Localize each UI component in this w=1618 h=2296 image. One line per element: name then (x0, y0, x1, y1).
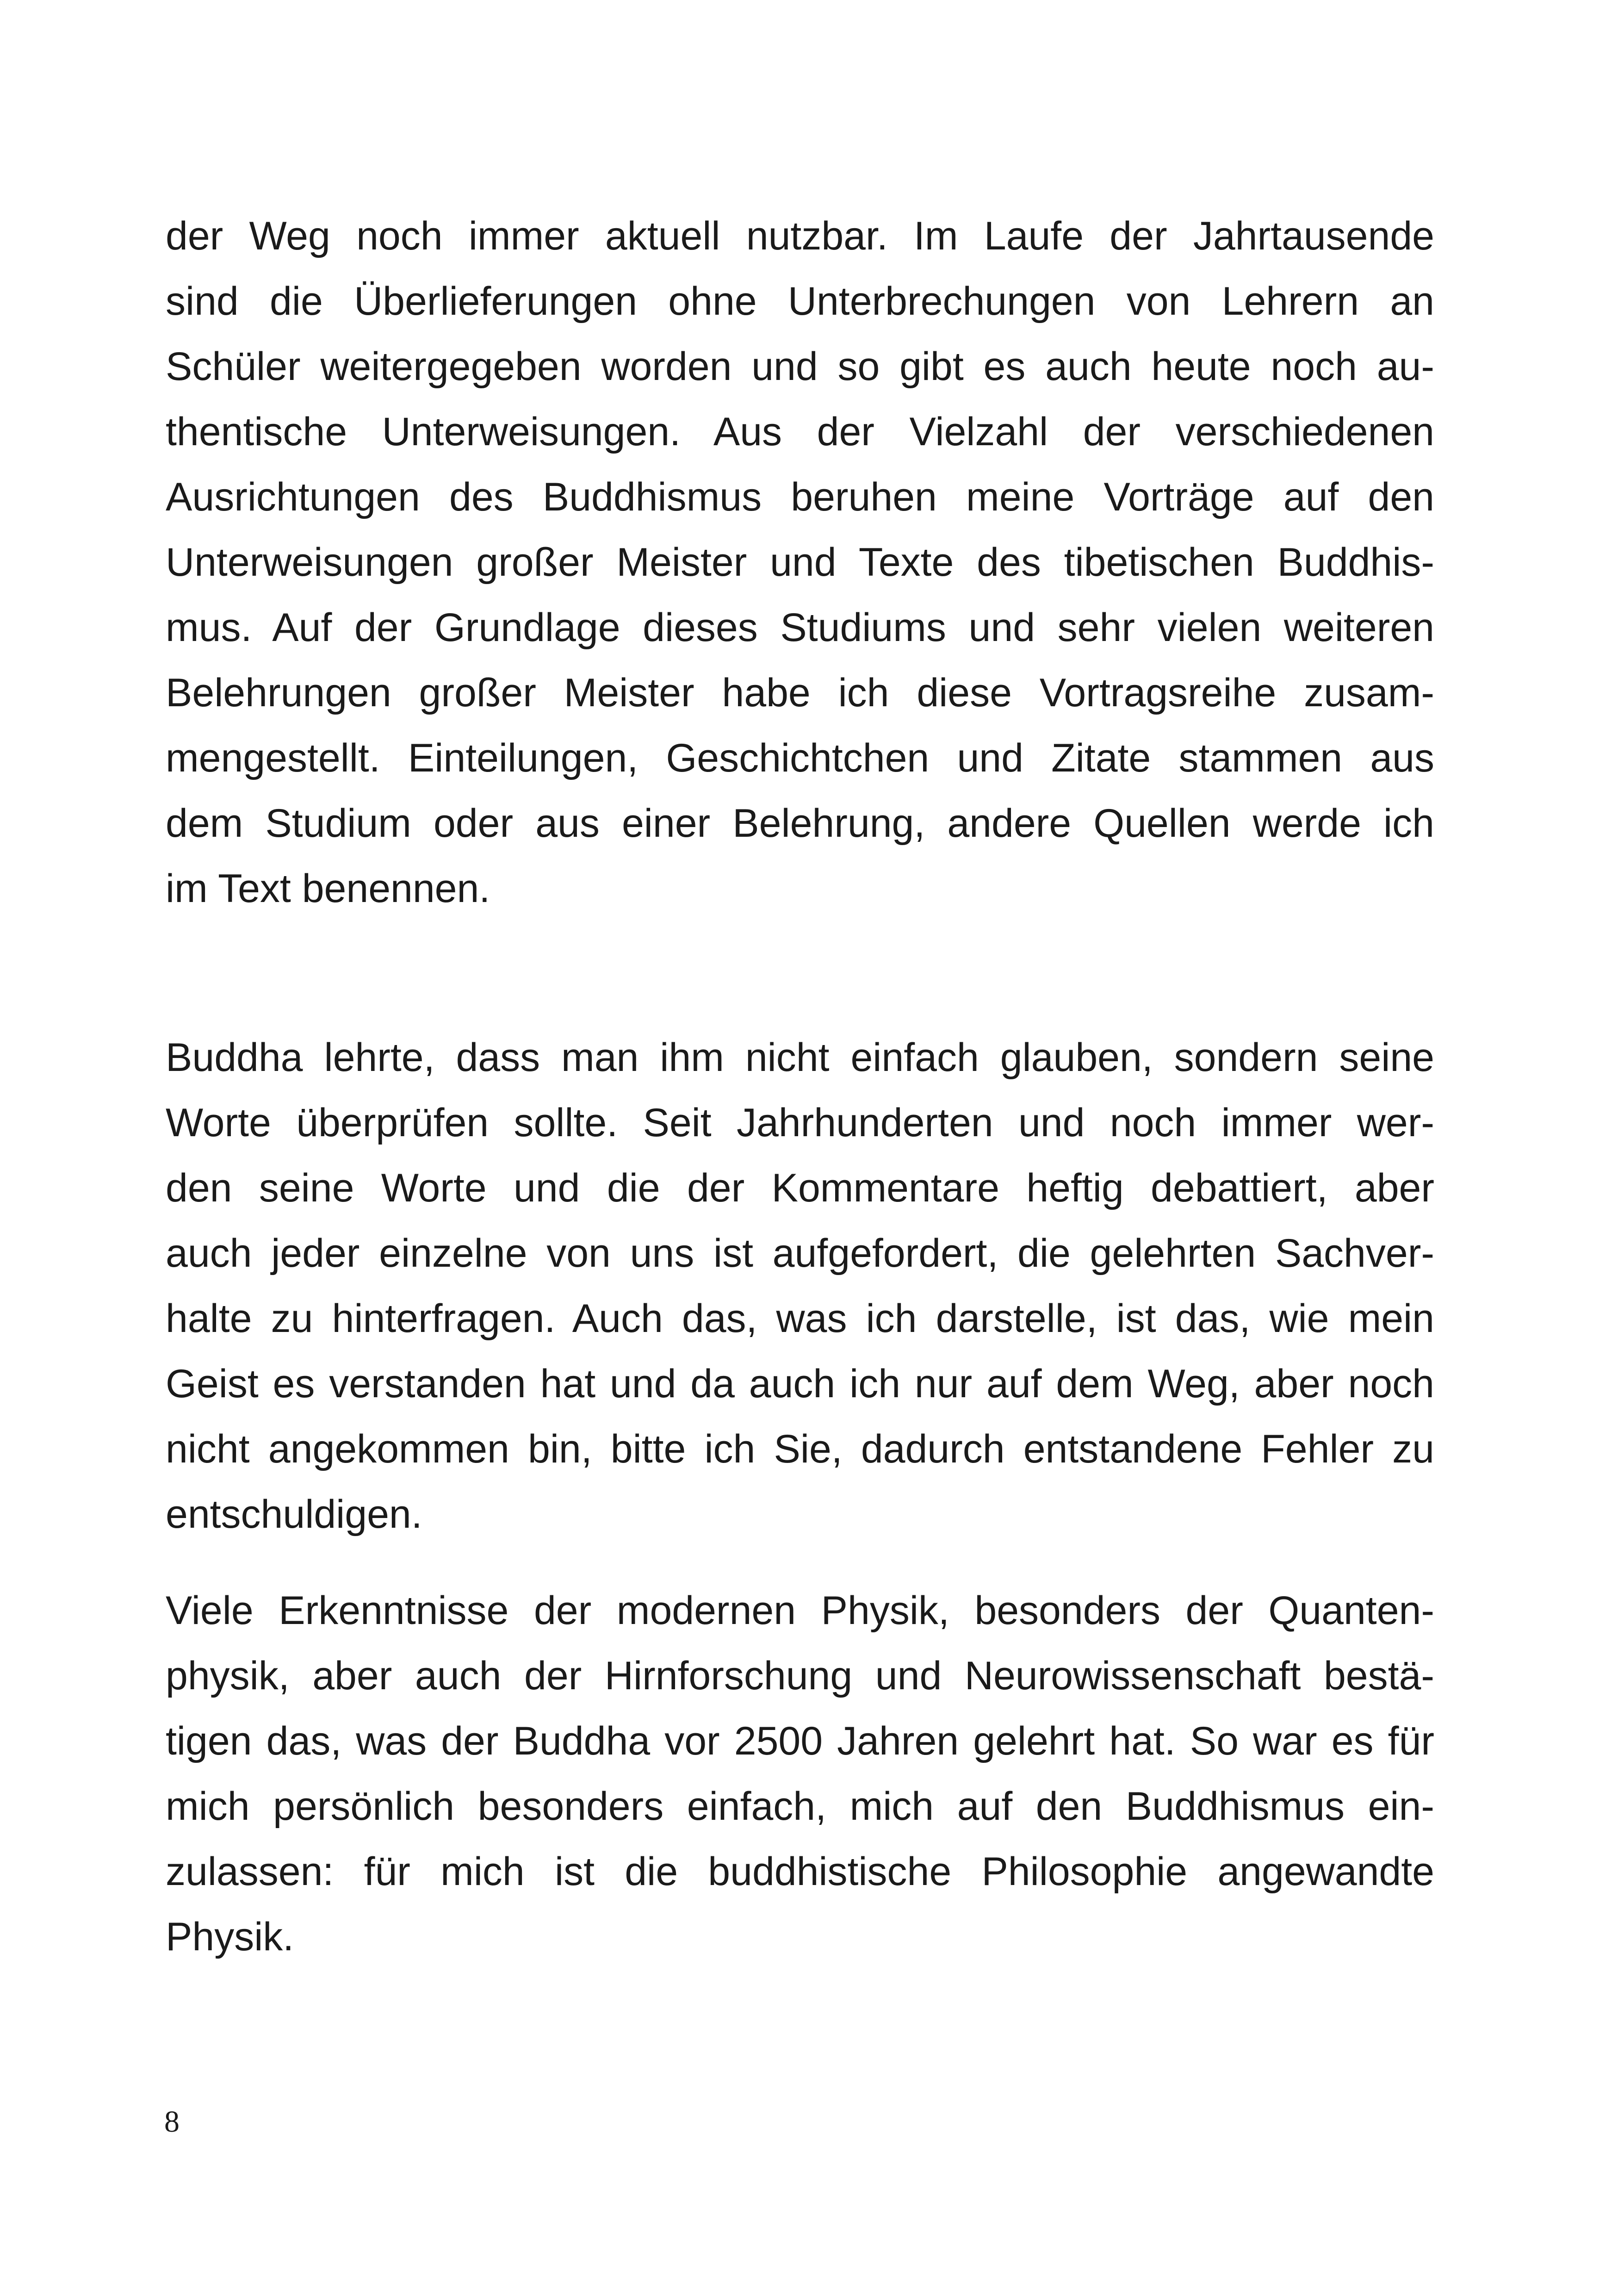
text-line: Unterweisungen großer Meister und Texte des tibetischen Buddhis- (166, 540, 1434, 585)
text-line: halte zu hinterfragen. Auch das, was ich darstelle, ist das, wie mein (166, 1296, 1434, 1341)
text-line: sind die Überlieferungen ohne Unterbrechungen von Lehrern an (166, 279, 1434, 324)
text-line: entschuldigen. (166, 1492, 422, 1537)
text-line: Schüler weitergegeben worden und so gibt es auch heute noch au- (166, 344, 1434, 389)
paragraph-2 (166, 1025, 1434, 1547)
text-line: im Text benennen. (166, 866, 490, 911)
text-line: den seine Worte und die der Kommentare heftig debattiert, aber (166, 1166, 1434, 1210)
text-line: zulassen: für mich ist die buddhistische Philosophie angewandte (166, 1849, 1434, 1894)
text-line: Buddha lehrte, dass man ihm nicht einfach glauben, sondern seine (166, 1035, 1434, 1080)
text-line: der Weg noch immer aktuell nutzbar. Im Laufe der Jahrtausende (166, 214, 1434, 258)
text-line: physik, aber auch der Hirnforschung und Neurowissenschaft bestä- (166, 1654, 1434, 1698)
text-line: mich persönlich besonders einfach, mich auf den Buddhismus ein- (166, 1784, 1434, 1829)
text-line: Belehrungen großer Meister habe ich diese Vortragsreihe zusam- (166, 671, 1434, 715)
text-line: Physik. (166, 1915, 294, 1959)
paragraph-1 (166, 204, 1434, 921)
text-line: dem Studium oder aus einer Belehrung, andere Quellen werde ich (166, 801, 1434, 846)
text-line: Worte überprüfen sollte. Seit Jahrhunderten und noch immer wer- (166, 1101, 1434, 1145)
text-line: tigen das, was der Buddha vor 2500 Jahren gelehrt hat. So war es für (166, 1719, 1434, 1763)
text-line: mus. Auf der Grundlage dieses Studiums und sehr vielen weiteren (166, 605, 1434, 650)
text-line: auch jeder einzelne von uns ist aufgefordert, die gelehrten Sachver- (166, 1231, 1434, 1276)
text-line: nicht angekommen bin, bitte ich Sie, dadurch entstandene Fehler zu (166, 1427, 1434, 1471)
text-line: mengestellt. Einteilungen, Geschichtchen und Zitate stammen aus (166, 736, 1434, 780)
text-line: Viele Erkenntnisse der modernen Physik, besonders der Quanten- (166, 1588, 1434, 1633)
text-line: Ausrichtungen des Buddhismus beruhen meine Vorträge auf den (166, 475, 1434, 519)
paragraph-3 (166, 1578, 1434, 1970)
text-line: Geist es verstanden hat und da auch ich nur auf dem Weg, aber noch (166, 1362, 1434, 1406)
page-number: 8 (164, 2105, 180, 2139)
text-line: thentische Unterweisungen. Aus der Vielzahl der verschiedenen (166, 410, 1434, 454)
